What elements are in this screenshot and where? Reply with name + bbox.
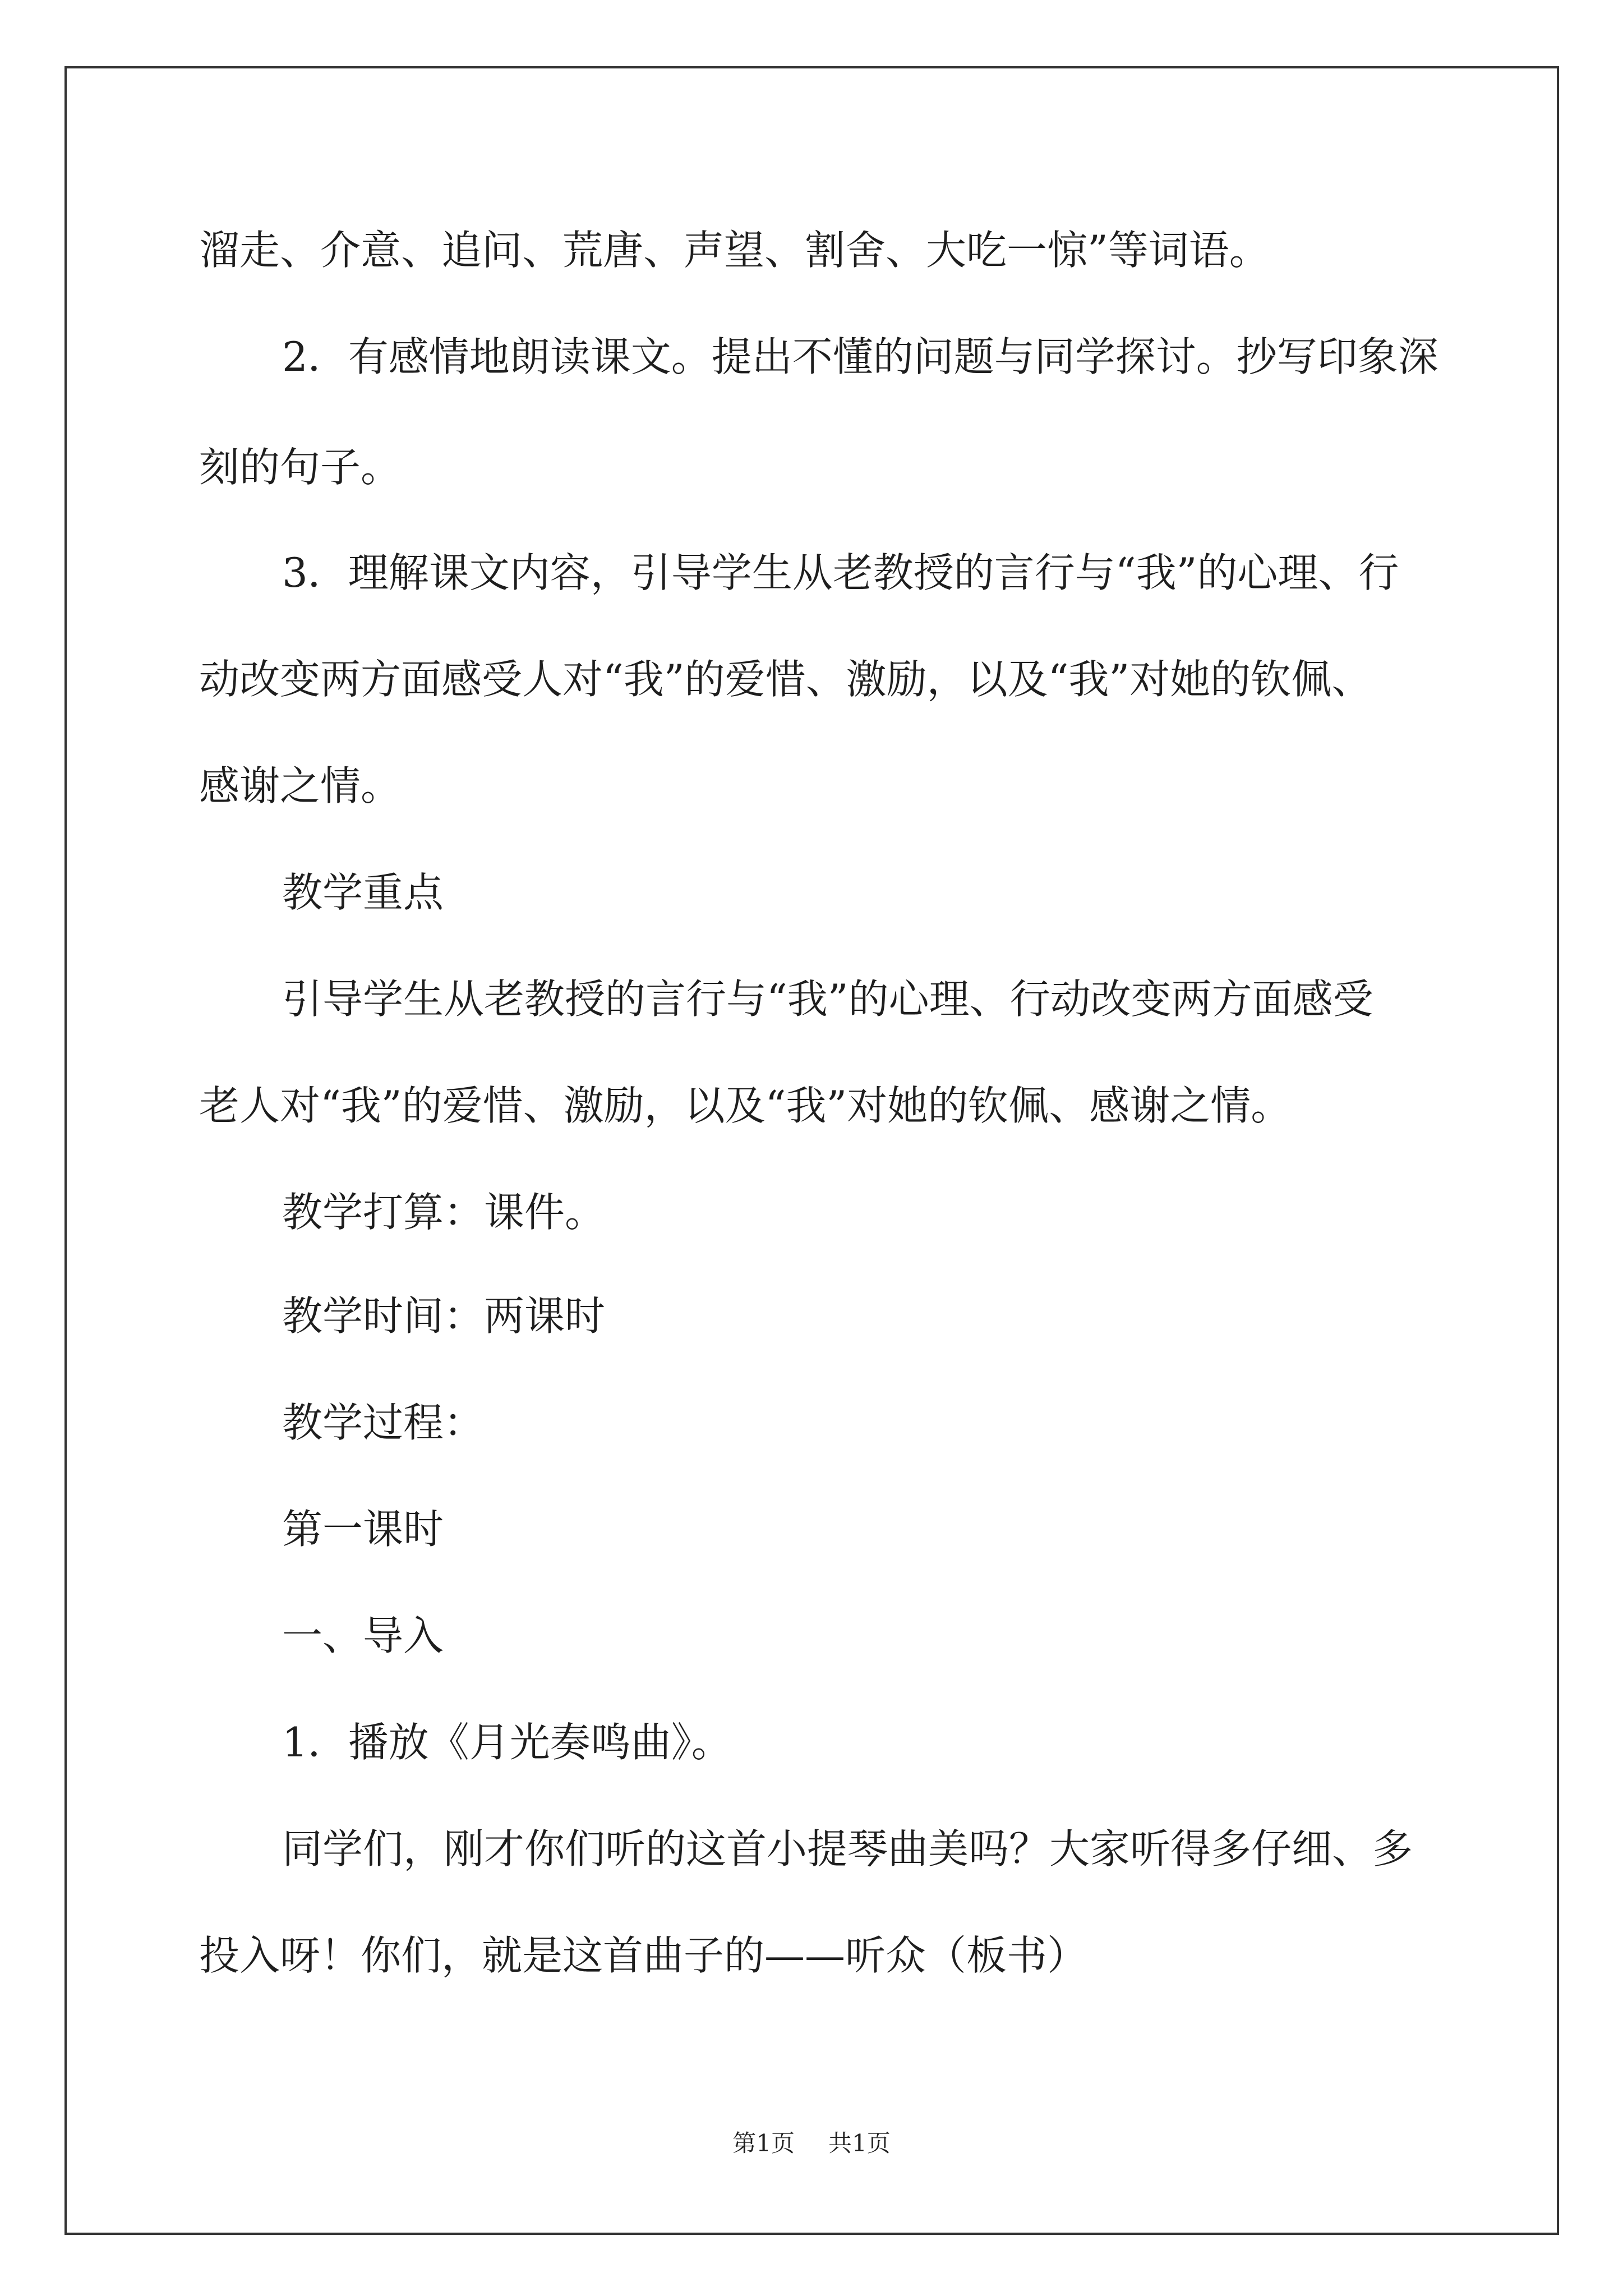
text-line: 溜走、介意、追问、荒唐、声望、割舍、大吃一惊”等词语。 (199, 227, 1270, 274)
text-line: 动改变两方面感受人对“我”的爱惜、激励，以及“我”对她的钦佩、 (199, 656, 1372, 703)
section-heading: 一、导入 (282, 1612, 444, 1659)
text-line: 教学打算：课件。 (282, 1189, 606, 1236)
section-heading: 第一课时 (282, 1506, 444, 1553)
text-line: 同学们，刚才你们听的这首小提琴曲美吗？大家听得多仔细、多 (282, 1825, 1413, 1872)
text-line: 刻的句子。 (199, 444, 402, 491)
text-line: 3．理解课文内容，引导学生从老教授的言行与“我”的心理、行 (282, 549, 1399, 596)
text-line: 教学时间：两课时 (282, 1292, 606, 1340)
section-heading: 教学重点 (282, 869, 444, 916)
text-line: 投入呀！你们，就是这首曲子的——听众（板书） (199, 1932, 1088, 1979)
text-line: 老人对“我”的爱惜、激励，以及“我”对她的钦佩、感谢之情。 (199, 1082, 1292, 1129)
text-line: 2．有感情地朗读课文。提出不懂的问题与同学探讨。抄写印象深 (282, 333, 1438, 380)
page-footer (0, 2129, 1623, 2157)
text-line: 引导学生从老教授的言行与“我”的心理、行动改变两方面感受 (282, 976, 1373, 1023)
text-line: 感谢之情。 (199, 762, 402, 809)
page-number: 第1页 (732, 2129, 795, 2157)
text-line: 1．播放《月光奏鸣曲》。 (282, 1719, 732, 1766)
text-line: 教学过程： (282, 1399, 485, 1446)
page-border (64, 66, 1559, 2235)
page-total: 共1页 (828, 2129, 891, 2157)
